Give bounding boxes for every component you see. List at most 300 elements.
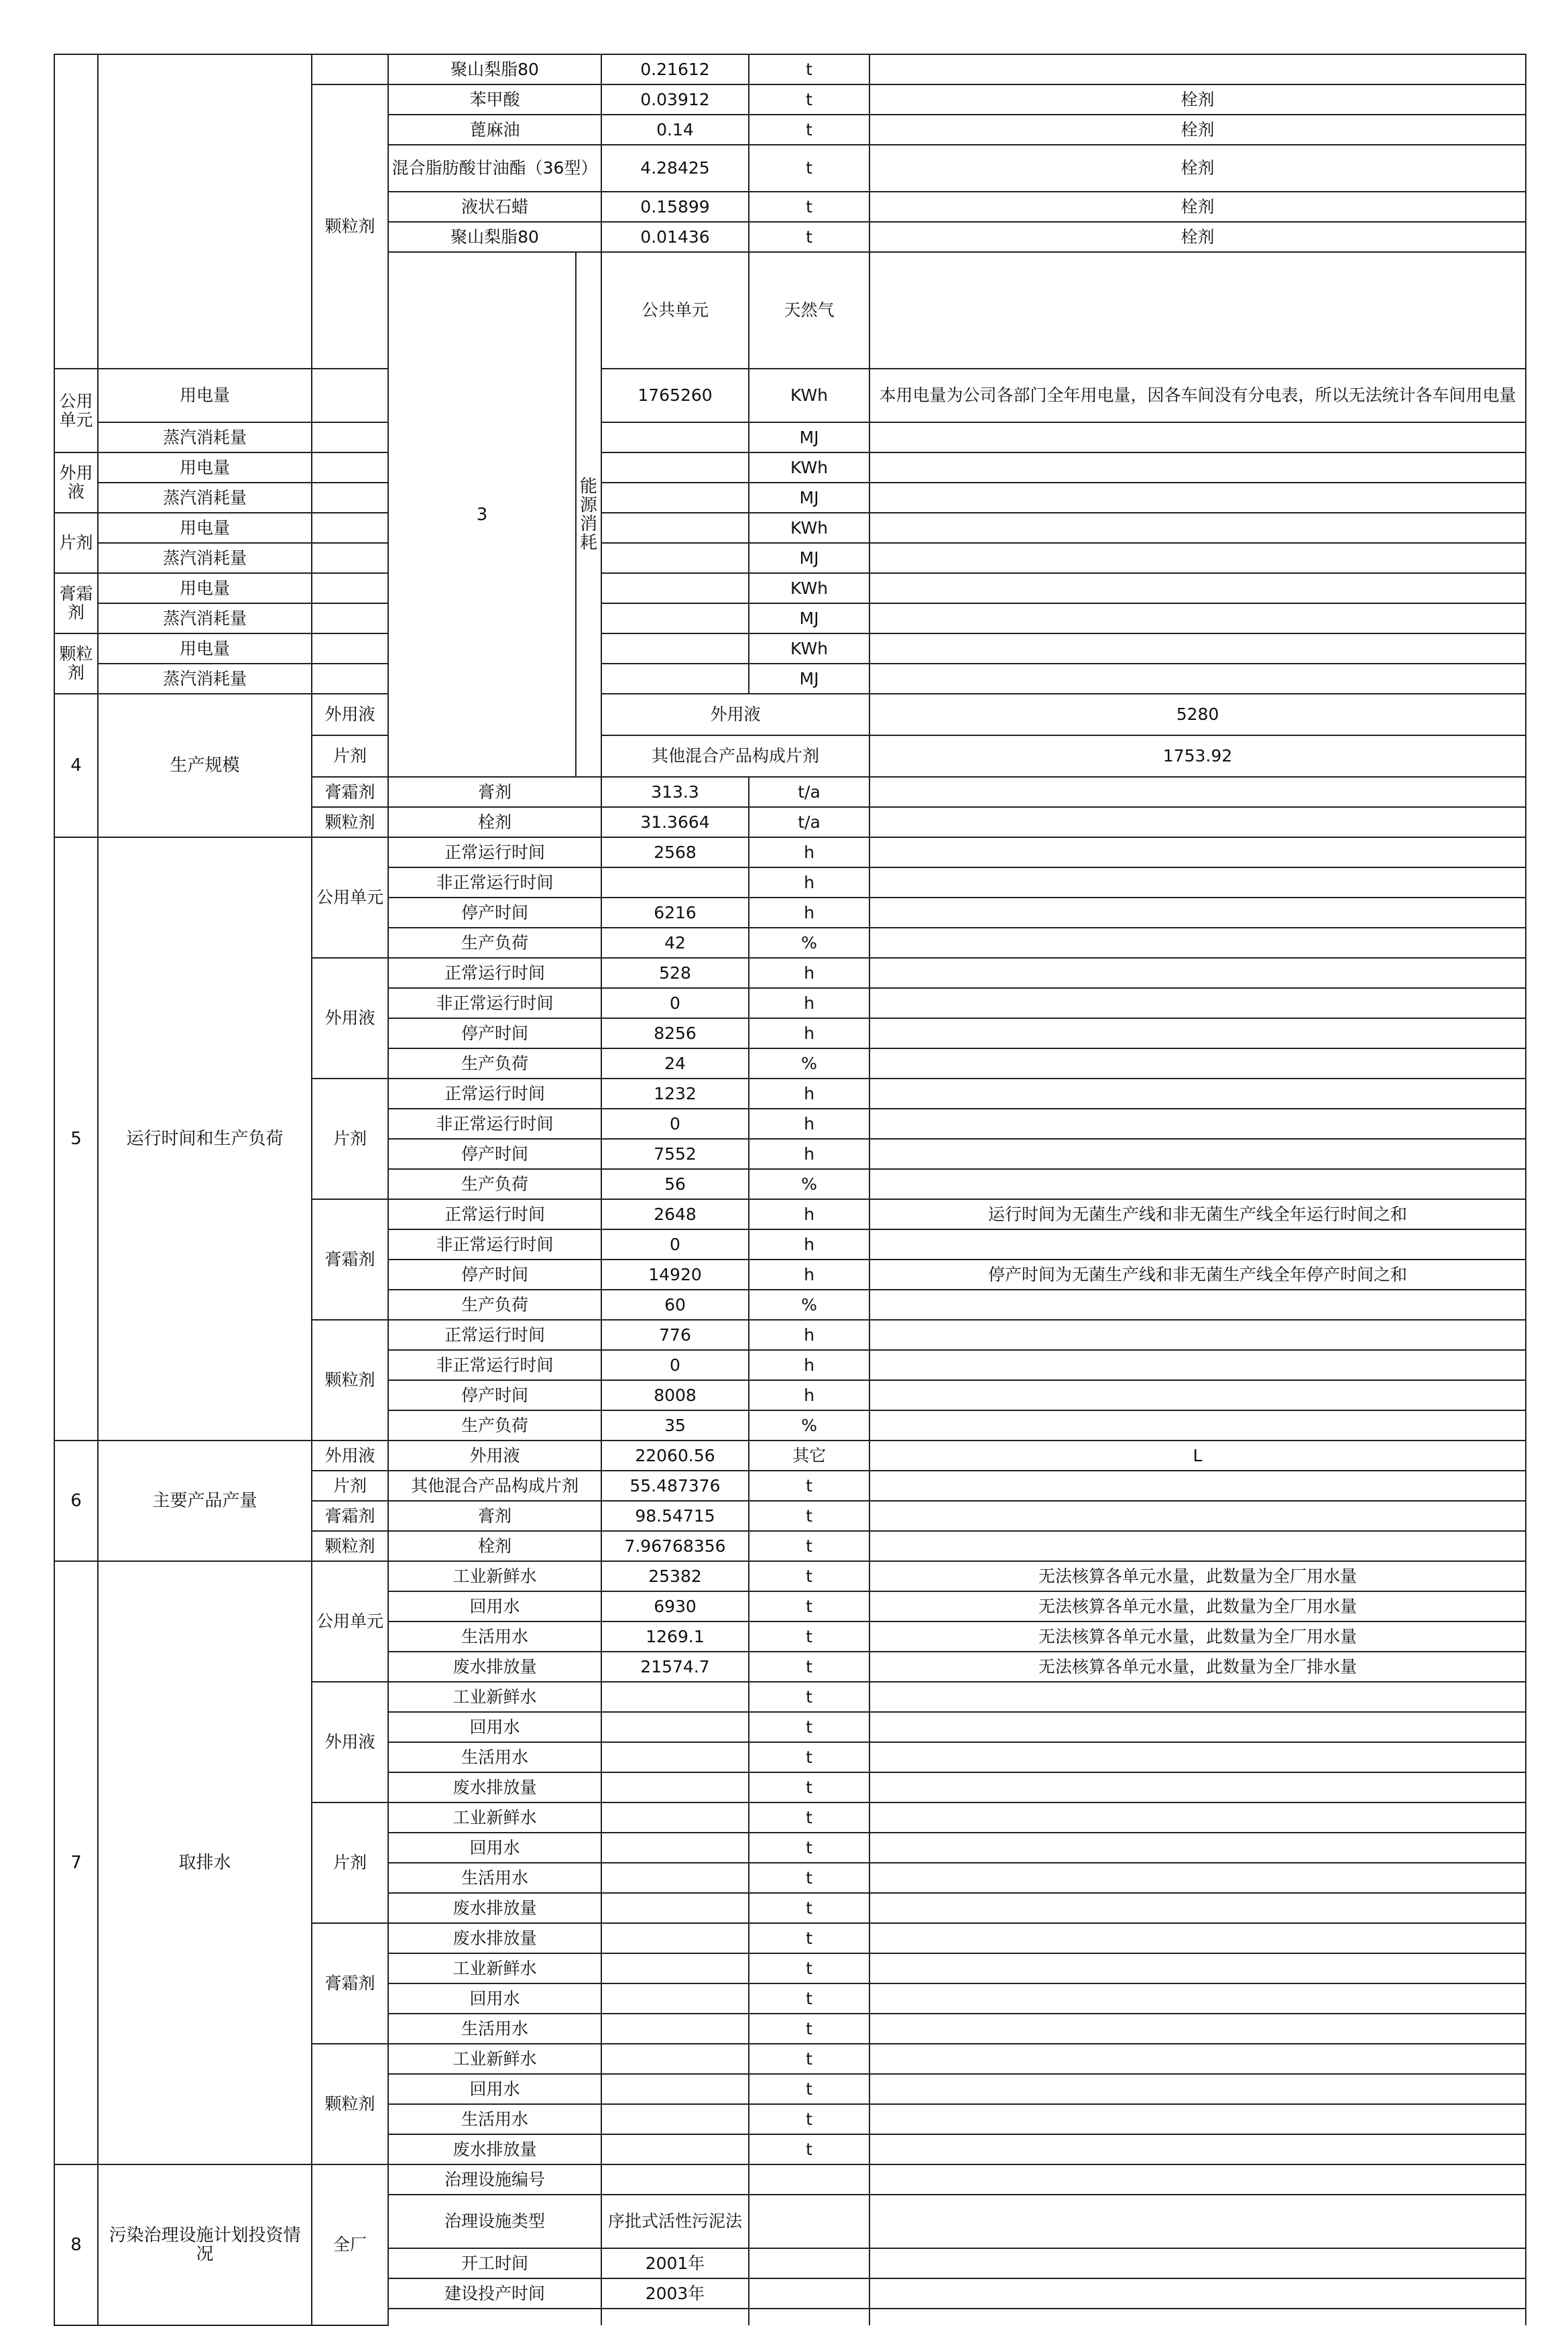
unit-measure-cell: t [749,2074,869,2104]
item-cell: 栓剂 [388,807,601,837]
note-cell [869,483,1526,513]
note-cell [869,1018,1526,1048]
blank-cell [312,633,388,664]
section-number: 6 [54,1441,98,1561]
value-cell [601,1712,749,1742]
item-cell: 生活用水 [388,1621,601,1652]
unit-measure-cell: MJ [749,603,869,633]
note-cell [869,1712,1526,1742]
note-cell: 栓剂 [869,222,1526,252]
value-cell: 0 [601,988,749,1018]
value-cell: 5280 [869,694,1526,735]
item-cell: 停产时间 [388,1260,601,1290]
note-cell [869,2044,1526,2074]
item-cell: 废水排放量 [388,1652,601,1682]
unit-measure-cell: t [749,1531,869,1561]
unit-measure-cell: t [749,1833,869,1863]
value-cell: 14920 [601,1260,749,1290]
value-cell [601,867,749,898]
unit-measure-cell [749,2195,869,2248]
unit-measure-cell: h [749,1079,869,1109]
note-cell [869,988,1526,1018]
unit-measure-cell: t/a [749,807,869,837]
unit-group-cell: 颗粒剂 [312,2044,388,2164]
table-row [54,54,1526,84]
value-cell [601,513,749,543]
unit-measure-cell: t [749,2134,869,2164]
value-cell: 0.15899 [601,192,749,222]
section-number: 7 [54,1561,98,2164]
note-cell [869,573,1526,603]
value-cell: 4.28425 [601,145,749,192]
unit-group-cell: 公共单元 [601,252,749,369]
item-cell: 正常运行时间 [388,837,601,867]
note-cell [869,1380,1526,1410]
item-cell: 苯甲酸 [388,84,601,115]
value-cell: 7.96768356 [601,1531,749,1561]
unit-measure-cell: t [749,1652,869,1682]
item-cell: 非正常运行时间 [388,1350,601,1380]
item-cell: 蓖麻油 [388,115,601,145]
value-cell [601,1983,749,2014]
unit-group-cell: 膏霜剂 [312,777,388,807]
table-row [54,1561,1526,1591]
blank-cell [312,369,388,422]
unit-group-cell: 外用液 [54,452,98,513]
value-cell: 0 [601,1350,749,1380]
value-cell [601,2134,749,2164]
item-cell: 建设投产时间 [388,2278,601,2309]
value-cell: 56 [601,1169,749,1199]
unit-measure-cell: t [749,54,869,84]
unit-measure-cell: t [749,222,869,252]
note-cell: 无法核算各单元水量，此数量为全厂用水量 [869,1561,1526,1591]
unit-group-cell: 全厂 [312,2164,388,2325]
note-cell [869,1079,1526,1109]
note-cell [869,1953,1526,1983]
unit-measure-cell: % [749,1169,869,1199]
unit-group-cell: 片剂 [312,1802,388,1923]
item-cell: 外用液 [601,694,869,735]
item-cell: 停产时间 [388,898,601,928]
unit-measure-cell: t [749,115,869,145]
unit-measure-cell: t [749,84,869,115]
unit-measure-cell: t [749,1621,869,1652]
note-cell: 栓剂 [869,84,1526,115]
note-cell [869,543,1526,573]
table-row [54,483,1526,513]
note-cell [869,1983,1526,2014]
unit-measure-cell: t [749,2014,869,2044]
value-cell: 24 [601,1048,749,1079]
value-cell [601,603,749,633]
unit-measure-cell: MJ [749,543,869,573]
unit-measure-cell: h [749,958,869,988]
item-cell: 生产负荷 [388,1048,601,1079]
unit-group-cell: 膏霜剂 [312,1923,388,2044]
item-cell: 工业新鲜水 [388,1802,601,1833]
unit-measure-cell: KWh [749,633,869,664]
unit-measure-cell: t [749,1712,869,1742]
item-cell: 非正常运行时间 [388,867,601,898]
note-cell [869,664,1526,694]
note-cell [869,2278,1526,2309]
unit-group-cell: 外用液 [312,1682,388,1802]
unit-group-cell: 颗粒剂 [312,1531,388,1561]
item-cell: 其他混合产品构成片剂 [388,1471,601,1501]
note-cell [869,2104,1526,2134]
value-cell: 0.21612 [601,54,749,84]
section-name: 生产规模 [98,694,312,837]
item-cell: 工业新鲜水 [388,1561,601,1591]
unit-measure-cell: h [749,1018,869,1048]
unit-measure-cell: t [749,1742,869,1772]
value-cell [601,1953,749,1983]
note-cell [869,1290,1526,1320]
item-cell: 生产负荷 [388,928,601,958]
item-cell: 开工时间 [388,2248,601,2278]
note-cell [869,1893,1526,1923]
item-cell: 停产时间 [388,1380,601,1410]
item-cell: 蒸汽消耗量 [98,664,312,694]
item-cell: 回用水 [388,1983,601,2014]
item-cell: 停产时间 [388,1139,601,1169]
note-cell [869,1410,1526,1441]
item-cell: 用电量 [98,633,312,664]
value-cell: 42 [601,928,749,958]
value-cell [601,633,749,664]
note-cell [869,603,1526,633]
note-cell [869,1802,1526,1833]
value-cell: 0.14 [601,115,749,145]
note-cell: 本用电量为公司各部门全年用电量，因各车间没有分电表，所以无法统计各车间用电量 [869,369,1526,422]
unit-measure-cell: MJ [749,664,869,694]
unit-group-cell: 膏霜剂 [54,573,98,633]
value-cell [601,2014,749,2044]
value-cell [601,1802,749,1833]
item-cell: 工业新鲜水 [388,2044,601,2074]
value-cell [601,1682,749,1712]
note-cell [869,54,1526,84]
value-cell: 序批式活性污泥法 [601,2195,749,2248]
note-cell [869,898,1526,928]
blank-cell [312,573,388,603]
item-cell: 废水排放量 [388,1893,601,1923]
note-cell [869,1109,1526,1139]
item-cell: 治理设施编号 [388,2164,601,2195]
value-cell [601,2104,749,2134]
unit-measure-cell: h [749,1350,869,1380]
blank-cell [869,252,1526,369]
value-cell [601,1893,749,1923]
blank-cell [312,603,388,633]
item-cell: 用电量 [98,369,312,422]
unit-measure-cell: t [749,2104,869,2134]
item-cell: 生活用水 [388,2104,601,2134]
unit-measure-cell: t [749,1923,869,1953]
unit-measure-cell: t [749,1802,869,1833]
value-cell: 313.3 [601,777,749,807]
section-number: 3 [388,252,576,777]
unit-group-cell: 外用液 [312,958,388,1079]
item-cell: 非正常运行时间 [388,1109,601,1139]
item-cell: 回用水 [388,1591,601,1621]
item-cell: 正常运行时间 [388,1079,601,1109]
unit-measure-cell: t [749,1471,869,1501]
value-cell: 2648 [601,1199,749,1229]
unit-group-cell: 颗粒剂 [312,1320,388,1441]
section-number: 5 [54,837,98,1441]
note-cell [869,2134,1526,2164]
table-row [54,603,1526,633]
table-row [54,452,1526,483]
note-cell [869,1501,1526,1531]
item-cell: 治理设施类型 [388,2195,601,2248]
item-cell: 天然气 [749,252,869,369]
section-number: 8 [54,2164,98,2325]
section-name: 主要产品产量 [98,1441,312,1561]
unit-cell [312,54,388,84]
item-cell: 回用水 [388,1712,601,1742]
unit-measure-cell: KWh [749,513,869,543]
item-cell: 混合脂肪酸甘油酯（36型） [388,145,601,192]
value-cell: 6930 [601,1591,749,1621]
note-cell [869,1048,1526,1079]
note-cell [869,2195,1526,2248]
value-cell [601,1772,749,1802]
unit-group-cell: 片剂 [312,735,388,777]
unit-measure-cell: t [749,1863,869,1893]
note-cell: 栓剂 [869,145,1526,192]
value-cell: 0.01436 [601,222,749,252]
value-cell [601,543,749,573]
section-name: 能源消耗 [576,252,601,777]
item-cell: 回用水 [388,2074,601,2104]
item-cell: 蒸汽消耗量 [98,483,312,513]
item-cell: 废水排放量 [388,2134,601,2164]
table-row [54,573,1526,603]
blank-cell [312,513,388,543]
value-cell [601,2074,749,2104]
unit-measure-cell: h [749,1139,869,1169]
value-cell: 31.3664 [601,807,749,837]
section-name-cell [98,54,312,369]
data-table [54,54,1526,2326]
note-cell: 无法核算各单元水量，此数量为全厂排水量 [869,1652,1526,1682]
value-cell [601,2044,749,2074]
unit-group-cell: 片剂 [312,1471,388,1501]
unit-measure-cell: h [749,837,869,867]
item-cell: 用电量 [98,573,312,603]
item-cell: 生产负荷 [388,1290,601,1320]
item-cell: 聚山梨脂80 [388,54,601,84]
note-cell [869,958,1526,988]
value-cell [601,2309,749,2325]
item-cell: 回用水 [388,1833,601,1863]
item-cell: 生产负荷 [388,1169,601,1199]
item-cell: 外用液 [388,1441,601,1471]
value-cell [601,452,749,483]
value-cell [601,664,749,694]
value-cell: 6216 [601,898,749,928]
value-cell: 2003年 [601,2278,749,2309]
item-cell: 膏剂 [388,1501,601,1531]
note-cell [869,1863,1526,1893]
table-row [54,837,1526,867]
note-cell [869,1923,1526,1953]
unit-measure-cell: h [749,1229,869,1260]
item-cell: 废水排放量 [388,1923,601,1953]
note-cell [869,422,1526,452]
value-cell: 60 [601,1290,749,1320]
note-cell [869,452,1526,483]
item-cell: 其他混合产品构成片剂 [601,735,869,777]
unit-measure-cell: t [749,1893,869,1923]
item-cell [388,2309,601,2325]
item-cell: 蒸汽消耗量 [98,603,312,633]
value-cell: 25382 [601,1561,749,1591]
note-cell [869,1350,1526,1380]
unit-measure-cell: % [749,1048,869,1079]
unit-measure-cell: h [749,1199,869,1229]
note-cell [869,928,1526,958]
table-row [54,664,1526,694]
unit-measure-cell: KWh [749,452,869,483]
unit-group-cell: 颗粒剂 [312,84,388,369]
item-cell: 生活用水 [388,1863,601,1893]
item-cell: 蒸汽消耗量 [98,422,312,452]
report-sheet [54,54,1525,2303]
blank-cell [312,452,388,483]
unit-group-cell: 外用液 [312,1441,388,1471]
note-cell [869,777,1526,807]
note-cell [869,1139,1526,1169]
note-cell [869,1320,1526,1350]
section-number: 4 [54,694,98,837]
item-cell: 生活用水 [388,1742,601,1772]
table-row [54,369,1526,422]
note-cell [869,2164,1526,2195]
value-cell [601,1923,749,1953]
value-cell [601,1863,749,1893]
value-cell: 55.487376 [601,1471,749,1501]
unit-measure-cell: KWh [749,369,869,422]
unit-measure-cell [749,2248,869,2278]
section-name: 运行时间和生产负荷 [98,837,312,1441]
value-cell: 98.54715 [601,1501,749,1531]
unit-measure-cell: % [749,1290,869,1320]
value-cell: 776 [601,1320,749,1350]
value-cell: 8256 [601,1018,749,1048]
table-row [54,543,1526,573]
section-name: 取排水 [98,1561,312,2164]
note-cell [869,1833,1526,1863]
note-cell [869,1772,1526,1802]
item-cell: 正常运行时间 [388,1199,601,1229]
item-cell: 工业新鲜水 [388,1953,601,1983]
note-cell: L [869,1441,1526,1471]
value-cell: 1765260 [601,369,749,422]
note-cell [869,837,1526,867]
unit-group-cell: 颗粒剂 [312,807,388,837]
unit-measure-cell: t [749,192,869,222]
note-cell [869,2014,1526,2044]
value-cell: 0 [601,1109,749,1139]
blank-cell [312,664,388,694]
unit-measure-cell: t [749,1682,869,1712]
note-cell [869,807,1526,837]
unit-measure-cell: t [749,1953,869,1983]
value-cell: 7552 [601,1139,749,1169]
value-cell [601,1742,749,1772]
item-cell: 停产时间 [388,1018,601,1048]
table-row [54,1441,1526,1471]
unit-group-cell: 膏霜剂 [312,1199,388,1320]
unit-group-cell: 片剂 [54,513,98,573]
note-cell [869,1742,1526,1772]
unit-measure-cell [749,2309,869,2325]
value-cell: 0 [601,1229,749,1260]
item-cell: 蒸汽消耗量 [98,543,312,573]
unit-measure-cell: % [749,928,869,958]
unit-measure-cell: h [749,1380,869,1410]
note-cell: 无法核算各单元水量，此数量为全厂用水量 [869,1621,1526,1652]
note-cell [869,1229,1526,1260]
unit-group-cell: 公用单元 [54,369,98,452]
unit-measure-cell: h [749,988,869,1018]
value-cell: 21574.7 [601,1652,749,1682]
section-name: 污染治理设施计划投资情况 [98,2164,312,2325]
value-cell: 1232 [601,1079,749,1109]
table-row [54,422,1526,452]
value-cell: 8008 [601,1380,749,1410]
item-cell: 非正常运行时间 [388,988,601,1018]
item-cell: 正常运行时间 [388,1320,601,1350]
value-cell [601,422,749,452]
unit-measure-cell: h [749,1260,869,1290]
item-cell: 生活用水 [388,2014,601,2044]
unit-measure-cell: t [749,145,869,192]
value-cell [601,483,749,513]
unit-measure-cell: t [749,1561,869,1591]
item-cell: 用电量 [98,452,312,483]
item-cell: 非正常运行时间 [388,1229,601,1260]
table-row [54,2164,1526,2195]
note-cell [869,633,1526,664]
note-cell: 栓剂 [869,115,1526,145]
item-cell: 用电量 [98,513,312,543]
unit-measure-cell: t [749,1501,869,1531]
value-cell: 2001年 [601,2248,749,2278]
item-cell: 膏剂 [388,777,601,807]
blank-cell [312,543,388,573]
note-cell: 栓剂 [869,192,1526,222]
table-row [54,513,1526,543]
value-cell: 0.03912 [601,84,749,115]
unit-measure-cell: h [749,1109,869,1139]
unit-measure-cell: MJ [749,483,869,513]
note-cell [869,867,1526,898]
unit-measure-cell: % [749,1410,869,1441]
unit-measure-cell: 其它 [749,1441,869,1471]
unit-measure-cell [749,2278,869,2309]
table-row [54,633,1526,664]
value-cell: 22060.56 [601,1441,749,1471]
unit-group-cell: 颗粒剂 [54,633,98,694]
unit-group-cell: 片剂 [312,1079,388,1199]
value-cell: 35 [601,1410,749,1441]
unit-measure-cell: t/a [749,777,869,807]
